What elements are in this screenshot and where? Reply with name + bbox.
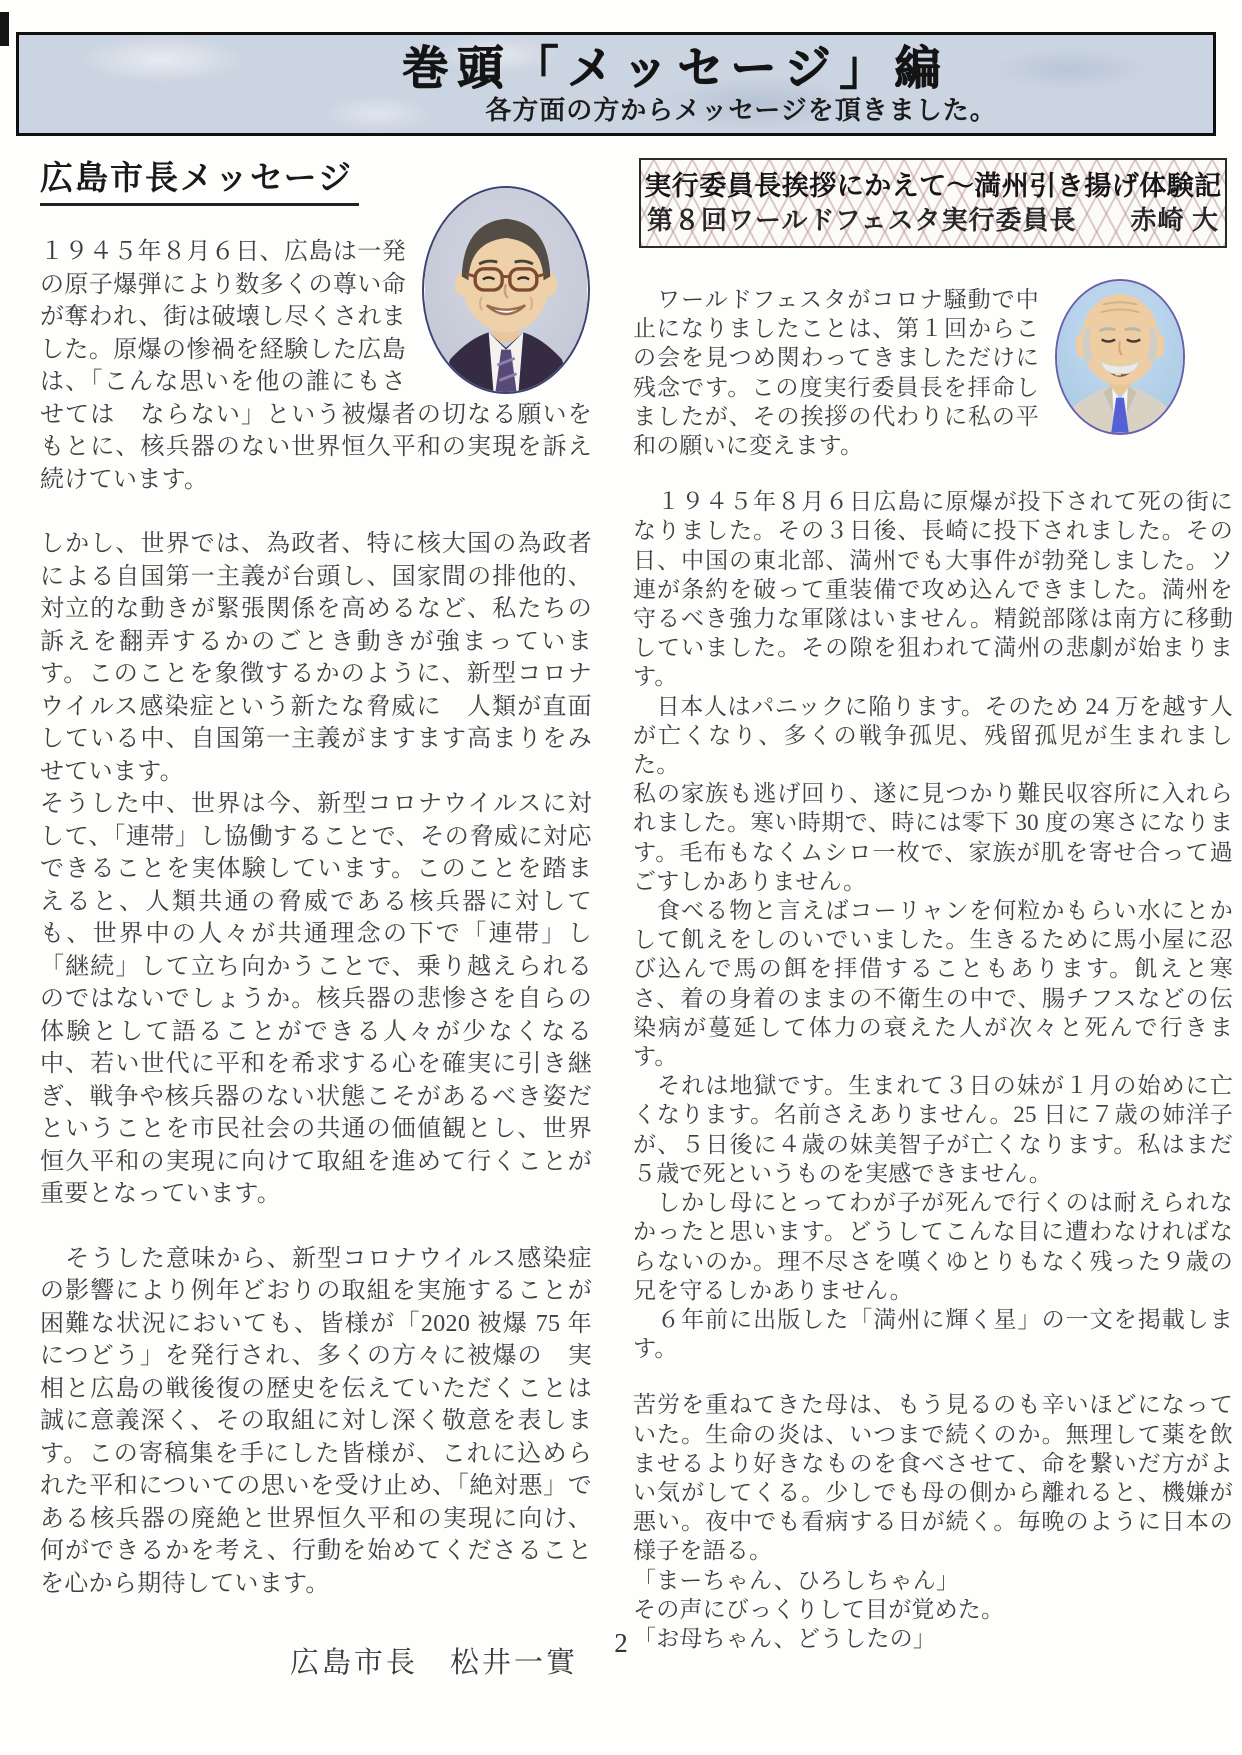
right-paragraph-5: 食べる物と言えばコーリャンを何粒かもらい水にとかして飢えをしのいでいました。生きるために馬小屋に忍び込んで馬の餌を拝借することもあります。飢えと寒さ、着の身着のままの不衛生の中で、腸チフスなどの伝染病が蔓延して体力の衰えた人が次々と死んで行きます。 xyxy=(633,898,1233,1070)
left-paragraph-1: １９４５年８月６日、広島は一発の原子爆弾により数多くの尊い命が奪われ、街は破壊し尽くされました。原爆の惨禍を経験した広島は、「こんな思いを他の誰にもさせては ならない」という被爆者の切なる願いをもとに、核兵器のない世界恒久平和の実現を訴え続けています。 xyxy=(40,239,592,493)
right-paragraph-12: 「お母ちゃん、どうしたの」 xyxy=(633,1625,936,1651)
right-paragraph-6: それは地獄です。生まれて３日の妹が１月の始めに亡くなります。名前さえありません。25 日に７歳の姉洋子が、５日後に４歳の妹美智子が亡くなります。私はまだ５歳で死というものを実感できません。 xyxy=(633,1073,1233,1186)
scan-artifact xyxy=(0,12,9,46)
left-article xyxy=(40,158,592,1681)
right-paragraph-2: １９４５年８月６日広島に原爆が投下されて死の街になりました。その３日後、長崎に投下されました。その日、中国の東北部、満州でも大事件が勃発しました。ソ連が条約を破って重装備で攻め込んできました。満州を守るべき強力な軍隊はいません。精鋭部隊は南方に移動していました。その隙を狙われて満州の悲劇が始まります。 xyxy=(633,489,1233,690)
right-article-body xyxy=(633,285,1233,1653)
right-paragraph-3: 日本人はパニックに陥ります。そのため 24 万を越す人が亡くなり、多くの戦争孤児、残留孤児が生まれました。 xyxy=(633,693,1233,778)
right-article-header-line1: 実行委員長挨拶にかえて～満州引き揚げ体験記 xyxy=(644,171,1222,201)
banner-subtitle: 各方面の方からメッセージを頂きました。 xyxy=(485,95,997,125)
left-paragraph-2: しかし、世界では、為政者、特に核大国の為政者による自国第一主義が台頭し、国家間の排他的、対立的な動きが緊張関係を高めるなど、私たちの訴えを翻弄するかのごとき動きが強まっています。このことを象徴するかのように、新型コロナウイルス感染症という新たな脅威に 人類が直面している中、自国第一主義がますます高まりをみせています。 xyxy=(40,531,592,785)
right-paragraph-7: しかし母にとってわが子が死んで行くのは耐えられなかったと思います。どうしてこんな目に遭わなければならないのか。理不尽さを嘆くゆとりもなく残った９歳の兄を守るしかありません。 xyxy=(633,1190,1233,1303)
right-paragraph-10: 「まーちゃん、ひろしちゃん」 xyxy=(633,1567,960,1593)
page-number: 2 xyxy=(614,1628,628,1658)
left-paragraph-3: そうした中、世界は今、新型コロナウイルスに対して、「連帯」し協働することで、その脅威に対応できることを実体験しています。このことを踏まえると、人類共通の脅威である核兵器に対しても、世界中の人々が共通理念の下で「連帯」し「継続」して立ち向かうことで、乗り越えられるのではないでしょうか。核兵器の悲惨さを自らの体験として語ることができる人々が少なくなる中、若い世代に平和を希求する心を確実に引き継ぎ、戦争や核兵器のない状態こそがあるべき姿だということを市民社会の共通の価値観とし、世界恒久平和の実現に向けて取組を進めて行くことが重要となっています。 xyxy=(40,791,592,1207)
left-article-title: 広島市長メッセージ xyxy=(40,158,359,206)
right-paragraph-4: 私の家族も逃げ回り、遂に見つかり難民収容所に入れられました。寒い時期で、時には零下 30 度の寒さになります。毛布もなくムシロ一枚で、家族が肌を寄せ合って過ごすしかありません。 xyxy=(633,781,1233,894)
right-article-header-line2: 第８回ワールドフェスタ実行委員長 赤崎 大 xyxy=(647,206,1219,235)
left-paragraph-4: そうした意味から、新型コロナウイルス感染症の影響により例年どおりの取組を実施することが困難な状況においても、皆様が「2020 被爆 75 年につどう」を発行され、多くの方々に被爆の 実相と広島の戦後復の歴史を伝えていただくことは誠に意義深く、その取組に対し深く敬意を表します。この寄稿集を手にした皆様が、これに込められた平和についての思いを受け止め、「絶対悪」である核兵器の廃絶と世界恒久平和の実現に向け、何ができるかを考え、行動を始めてくださることを心から期待しています。 xyxy=(40,1245,592,1597)
right-paragraph-9: 苦労を重ねてきた母は、もう見るのも辛いほどになっていた。生命の炎は、いつまで続くのか。無理して薬を飲ませるより好きなものを食べさせて、命を繋いだ方がよい気がしてくる。少しでも母の側から離れると、機嫌が悪い。夜中でも看病する日が続く。毎晩のように日本の様子を語る。 xyxy=(633,1392,1233,1564)
right-paragraph-1: ワールドフェスタがコロナ騒動で中止になりましたことは、第１回からこの会を見つめ関わってきましただけに残念です。この度実行委員長を拝命しましたが、その挨拶の代わりに私の平和の願いに変えます。 xyxy=(633,287,1039,459)
left-article-body xyxy=(40,236,592,1600)
signature: 広島市長 松井一實 xyxy=(289,1647,578,1679)
chairman-portrait-illustration xyxy=(1057,281,1183,433)
mayor-portrait-illustration xyxy=(424,188,588,392)
right-article-header-box xyxy=(639,158,1227,248)
chairman-portrait-photo xyxy=(1055,279,1185,435)
right-article xyxy=(633,158,1233,1653)
header-banner xyxy=(16,32,1216,136)
banner-title: 巻頭「メッセージ」編 xyxy=(402,42,950,94)
mayor-portrait-photo xyxy=(422,186,590,394)
right-paragraph-8: ６年前に出版した「満州に輝く星」の一文を掲載します。 xyxy=(633,1306,1233,1362)
right-paragraph-11: その声にびっくりして目が覚めた。 xyxy=(633,1596,1005,1622)
